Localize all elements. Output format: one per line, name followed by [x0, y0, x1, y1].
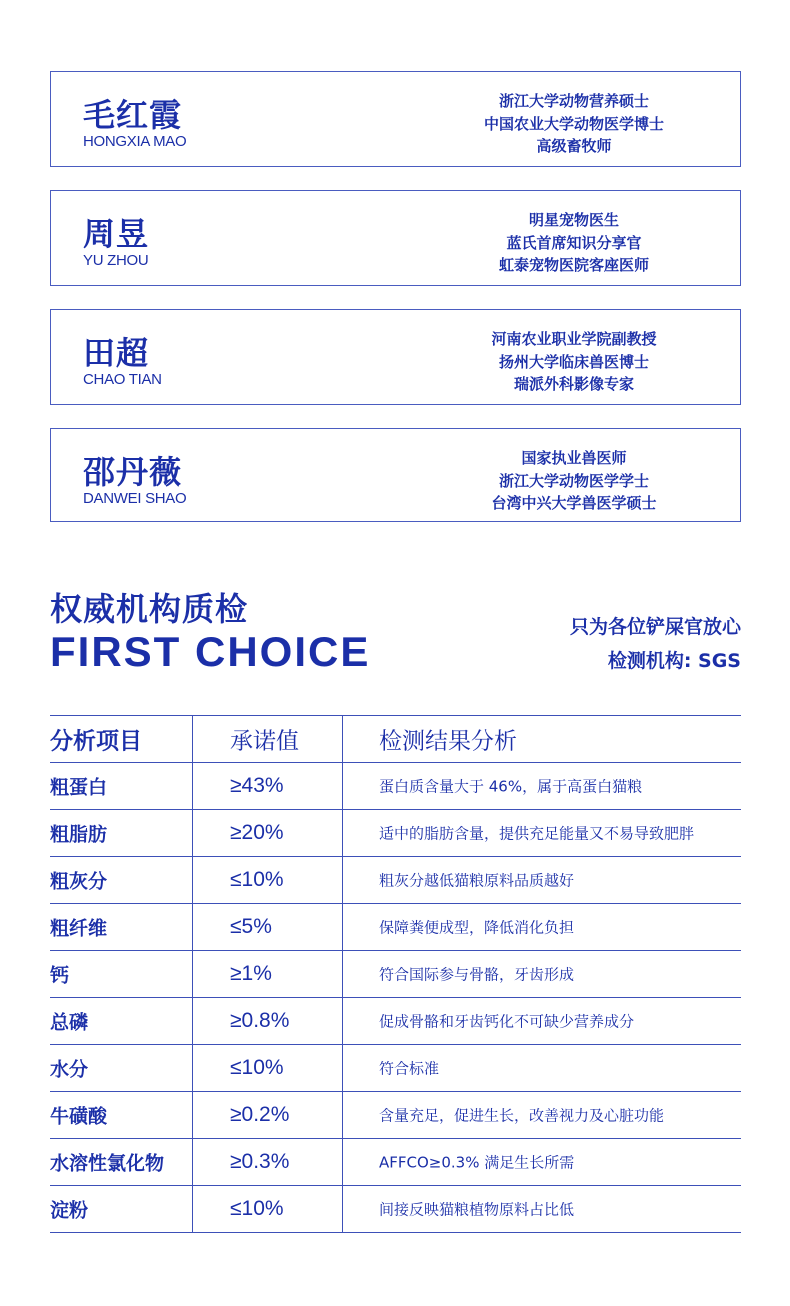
credential-line: 虹泰宠物医院客座医师 — [498, 256, 649, 274]
analysis-text: 间接反映猫粮植物原料占比低 — [379, 1200, 575, 1219]
expert-name-cn: 毛红霞 — [83, 96, 183, 134]
table-row — [50, 1045, 741, 1092]
table-cell — [50, 904, 193, 950]
table-cell — [192, 763, 343, 809]
item-name: 水溶性氯化物 — [50, 1152, 165, 1175]
table-row — [50, 763, 741, 810]
table-row — [50, 951, 741, 998]
table-cell — [50, 1139, 193, 1185]
item-name: 粗脂肪 — [50, 823, 108, 846]
section-subtitle: 只为各位铲屎官放心 — [569, 616, 741, 638]
table-cell — [50, 857, 193, 903]
expert-name-en: YU ZHOU — [83, 252, 149, 269]
analysis-text: AFFCO≥0.3% 满足生长所需 — [379, 1153, 575, 1172]
table-cell — [343, 1139, 741, 1185]
table-cell — [343, 1092, 741, 1138]
table-cell — [192, 810, 343, 856]
credential-line: 国家执业兽医师 — [521, 449, 627, 467]
promise-value: ≤10% — [230, 1197, 284, 1220]
table-cell — [192, 904, 343, 950]
credential-line: 河南农业职业学院副教授 — [491, 330, 657, 348]
expert-card — [50, 428, 741, 522]
table-row — [50, 1092, 741, 1139]
table-cell — [343, 763, 741, 809]
table-cell — [50, 1092, 193, 1138]
analysis-text: 符合国际参与骨骼，牙齿形成 — [379, 965, 575, 984]
table-cell — [343, 951, 741, 997]
table-cell — [192, 998, 343, 1044]
credential-line: 蓝氏首席知识分享官 — [506, 233, 642, 252]
credential-line: 台湾中兴大学兽医学硕士 — [491, 494, 657, 512]
table-cell — [192, 1186, 343, 1232]
promise-value: ≤10% — [230, 1056, 284, 1079]
table-cell — [343, 1186, 741, 1232]
table-cell — [50, 810, 193, 856]
expert-name-cn: 周昱 — [83, 215, 150, 253]
table-cell — [343, 904, 741, 950]
testing-agency: 检测机构: SGS — [607, 650, 741, 672]
analysis-text: 促成骨骼和牙齿钙化不可缺少营养成分 — [379, 1012, 635, 1031]
expert-name-en: HONGXIA MAO — [83, 133, 187, 150]
expert-name-cn: 田超 — [83, 334, 150, 372]
table-cell — [343, 1045, 741, 1091]
table-row — [50, 857, 741, 904]
analysis-text: 蛋白质含量大于 46%，属于高蛋白猫粮 — [379, 777, 643, 796]
analysis-text: 保障粪便成型，降低消化负担 — [379, 918, 575, 937]
credential-line: 中国农业大学动物医学博士 — [483, 114, 664, 133]
table-cell — [343, 998, 741, 1044]
header-cell — [343, 716, 741, 762]
expert-credentials — [464, 209, 684, 277]
table-cell — [192, 1045, 343, 1091]
promise-value: ≤5% — [230, 915, 272, 938]
item-name: 牛磺酸 — [50, 1105, 108, 1128]
item-name: 钙 — [50, 964, 70, 987]
table-cell — [343, 857, 741, 903]
table-cell — [50, 951, 193, 997]
section-title-cn: 权威机构质检 — [50, 590, 249, 628]
expert-name-cn: 邵丹薇 — [83, 453, 183, 491]
expert-list — [50, 71, 741, 545]
table-cell — [192, 1139, 343, 1185]
promise-value: ≥43% — [230, 774, 284, 797]
header-promise: 承诺值 — [230, 728, 299, 755]
header-analysis: 检测结果分析 — [379, 728, 517, 755]
header-cell — [50, 716, 193, 762]
analysis-text: 含量充足，促进生长，改善视力及心脏功能 — [379, 1106, 665, 1125]
item-name: 淀粉 — [50, 1199, 89, 1222]
table-cell — [50, 1186, 193, 1232]
header-item: 分析项目 — [50, 728, 142, 755]
credential-line: 明星宠物医生 — [528, 211, 619, 229]
table-cell — [192, 857, 343, 903]
expert-name-en: CHAO TIAN — [83, 371, 162, 388]
credential-line: 浙江大学动物营养硕士 — [498, 92, 649, 110]
header-cell — [192, 716, 343, 762]
table-row — [50, 810, 741, 857]
item-name: 粗纤维 — [50, 917, 108, 940]
item-name: 水分 — [50, 1058, 89, 1081]
credential-line: 扬州大学临床兽医博士 — [498, 352, 649, 371]
promise-value: ≥0.3% — [230, 1150, 290, 1173]
table-header-row — [50, 715, 741, 763]
credential-line: 瑞派外科影像专家 — [513, 375, 634, 393]
promise-value: ≤10% — [230, 868, 284, 891]
expert-name-en: DANWEI SHAO — [83, 490, 187, 507]
analysis-text: 粗灰分越低猫粮原料品质越好 — [379, 871, 575, 890]
table-body — [50, 763, 741, 1233]
table-cell — [50, 763, 193, 809]
item-name: 总磷 — [50, 1011, 89, 1034]
credential-line: 浙江大学动物医学学士 — [498, 471, 649, 490]
analysis-text: 适中的脂肪含量，提供充足能量又不易导致肥胖 — [379, 824, 695, 843]
table-cell — [50, 998, 193, 1044]
table-cell — [343, 810, 741, 856]
table-cell — [192, 1092, 343, 1138]
expert-card — [50, 71, 741, 167]
promise-value: ≥20% — [230, 821, 284, 844]
promise-value: ≥1% — [230, 962, 272, 985]
promise-value: ≥0.2% — [230, 1103, 290, 1126]
credential-line: 高级畜牧师 — [536, 137, 612, 155]
table-row — [50, 998, 741, 1045]
table-row — [50, 1186, 741, 1233]
table-cell — [192, 951, 343, 997]
table-row — [50, 1139, 741, 1186]
quality-test-table — [50, 715, 741, 1233]
expert-credentials — [464, 90, 684, 158]
expert-card — [50, 190, 741, 286]
expert-credentials — [464, 328, 684, 396]
analysis-text: 符合标准 — [379, 1059, 440, 1078]
item-name: 粗蛋白 — [50, 776, 108, 799]
table-cell — [50, 1045, 193, 1091]
section-title-en: FIRST CHOICE — [50, 628, 371, 675]
table-row — [50, 904, 741, 951]
item-name: 粗灰分 — [50, 870, 108, 893]
promise-value: ≥0.8% — [230, 1009, 290, 1032]
expert-credentials — [464, 447, 684, 515]
expert-card — [50, 309, 741, 405]
